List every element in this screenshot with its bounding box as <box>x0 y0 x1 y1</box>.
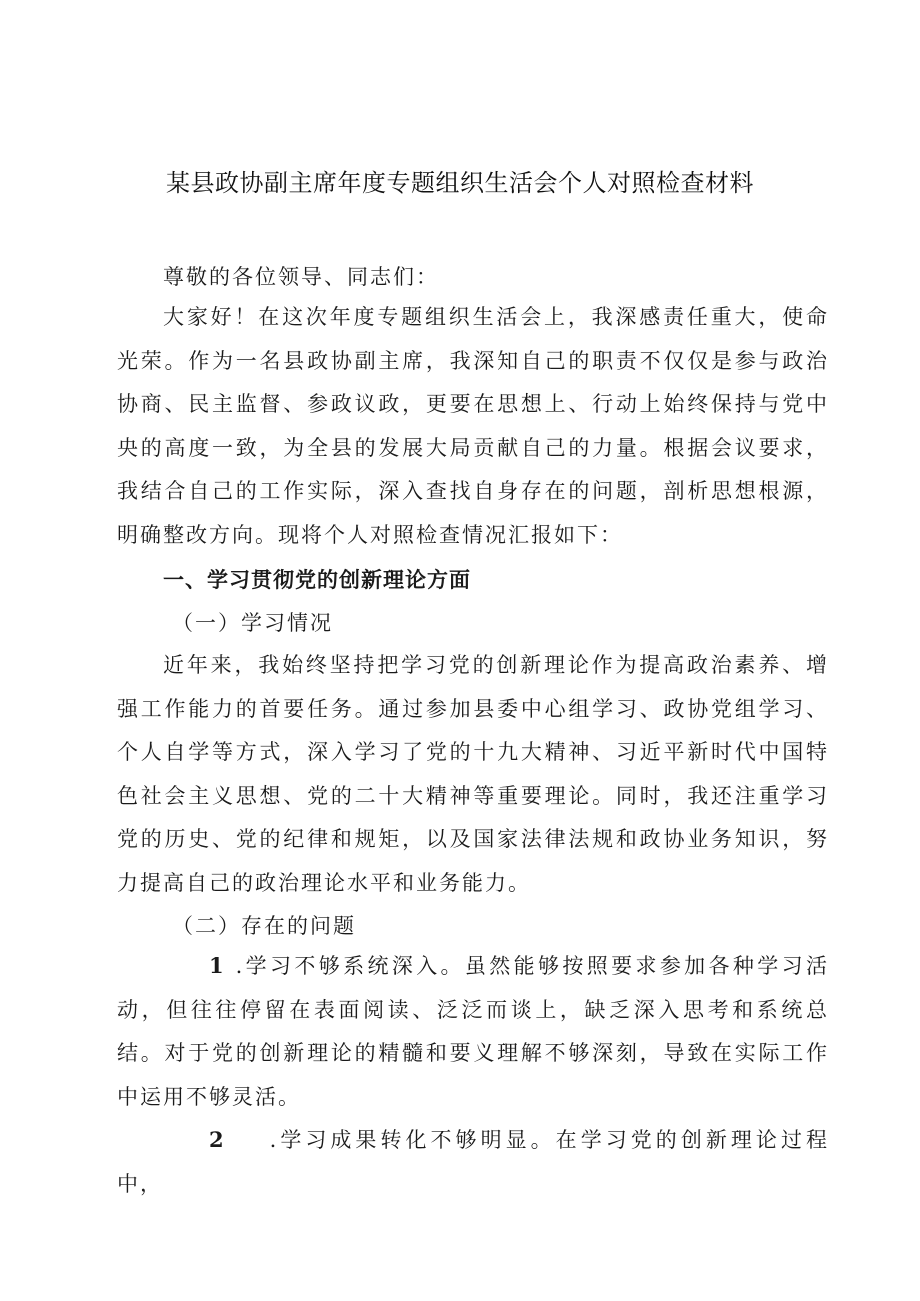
problem-1 <box>117 944 829 1119</box>
document-title: 某县政协副主席年度专题组织生活会个人对照检查材料 <box>166 169 754 197</box>
subsection-heading-problems: （二）存在的问题 <box>172 914 356 938</box>
intro-paragraph: 大家好！在这次年度专题组织生活会上，我深感责任重大，使命光荣。作为一名县政协副主席，我深知自己的职责不仅仅是参与政治协商、民主监督、参政议政，更要在思想上、行动上始终保持与党中央的高度一致，为全县的发展大局贡献自己的力量。根据会议要求，我结合自己的工作实际，深入查找自身存在的问题，剖析思想根源，明确整改方向。现将个人对照检查情况汇报如下： <box>117 305 829 547</box>
problem-2-text: .学习成果转化不够明显。在学习党的创新理论过程中， <box>117 1128 829 1196</box>
problem-2-number: 2 <box>209 1127 226 1152</box>
problem-1-number: 1 <box>209 953 226 978</box>
problem-2 <box>117 1118 829 1206</box>
study-paragraph: 近年来，我始终坚持把学习党的创新理论作为提高政治素养、增强工作能力的首要任务。通过参加县委中心组学习、政协党组学习、个人自学等方式，深入学习了党的十九大精神、习近平新时代中国特色社会主义思想、党的二十大精神等重要理论。同时，我还注重学习党的历史、党的纪律和规矩，以及国家法律法规和政协业务知识，努力提高自己的政治理论水平和业务能力。 <box>117 653 829 895</box>
salutation: 尊敬的各位领导、同志们： <box>163 265 439 289</box>
section-heading-1: 一、学习贯彻党的创新理论方面 <box>163 568 471 592</box>
problem-1-text: .学习不够系统深入。虽然能够按照要求参加各种学习活动，但往往停留在表面阅读、泛泛而谈上，缺乏深入思考和系统总结。对于党的创新理论的精髓和要义理解不够深刻，导致在实际工作中运用不够灵活。 <box>117 954 829 1109</box>
subsection-heading-study: （一）学习情况 <box>172 611 333 635</box>
